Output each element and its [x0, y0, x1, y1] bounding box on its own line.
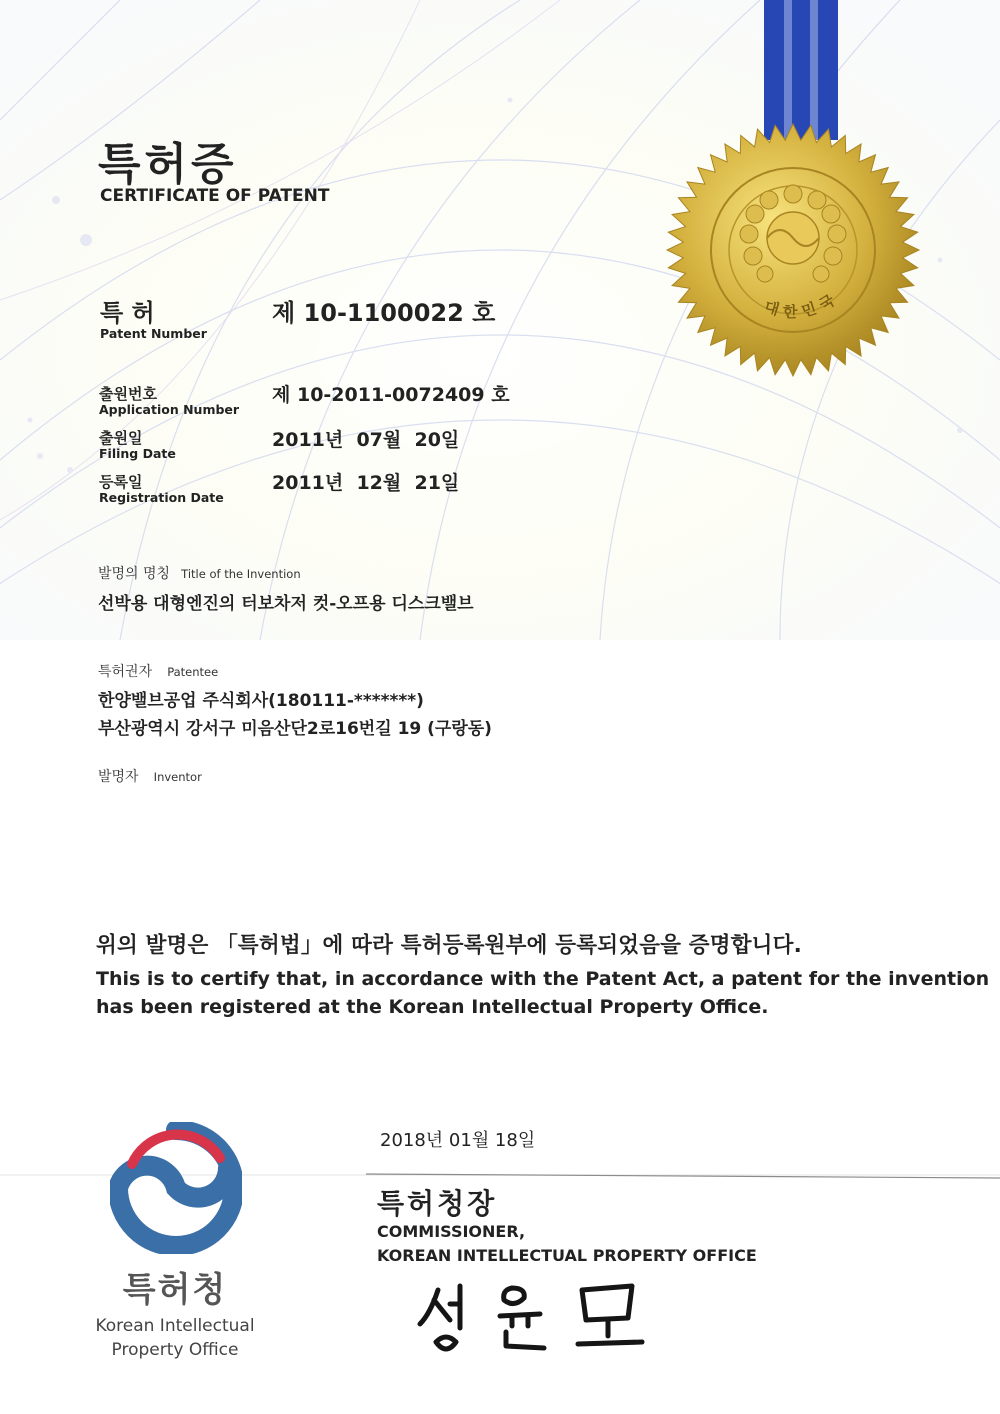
certificate-title-ko: 특허증 — [98, 139, 238, 190]
invention-title-label-en: Title of the Invention — [181, 567, 301, 581]
patent-number-value: 제 10-1100022 호 — [272, 299, 496, 327]
application-number-label-ko: 출원번호 — [99, 385, 157, 403]
kipo-name-en-line2: Property Office — [111, 1340, 239, 1360]
registration-date-label-en: Registration Date — [99, 490, 224, 505]
application-number-label-en: Application Number — [99, 402, 240, 417]
issue-date: 2018년 01월 18일 — [380, 1130, 536, 1151]
signature — [410, 1272, 660, 1362]
patentee-label-ko: 특허권자 — [98, 664, 153, 680]
kipo-name-ko: 특허청 — [122, 1270, 228, 1310]
kipo-name-en-line1: Korean Intellectual — [95, 1316, 255, 1336]
invention-title-value: 선박용 대형엔진의 터보차저 컷-오프용 디스크밸브 — [98, 594, 474, 614]
filing-date-label-en: Filing Date — [99, 446, 176, 461]
patent-number-label-ko: 특 허 — [100, 299, 155, 327]
application-number-value: 제 10-2011-0072409 호 — [272, 384, 510, 406]
ribbon — [760, 0, 844, 140]
patentee-label-en: Patentee — [167, 665, 219, 679]
commissioner-title-en-line2: KOREAN INTELLECTUAL PROPERTY OFFICE — [377, 1246, 757, 1265]
filing-date-label-ko: 출원일 — [99, 429, 143, 447]
filing-date-value: 2011년 07월 20일 — [272, 429, 460, 451]
inventor-label-en: Inventor — [153, 770, 202, 784]
inventor-label-ko: 발명자 — [98, 769, 139, 785]
commissioner-title-ko: 특허청장 — [377, 1187, 498, 1220]
invention-title-label-ko: 발명의 명칭 — [98, 566, 171, 582]
patentee-name: 한양밸브공업 주식회사(180111-*******) — [98, 691, 424, 711]
seal-text: 대한민국 — [762, 288, 843, 322]
registration-date-value: 2011년 12월 21일 — [272, 472, 460, 494]
registration-date-label-ko: 등록일 — [99, 473, 143, 491]
kipo-logo-icon — [110, 1122, 242, 1254]
certificate-title-en: CERTIFICATE OF PATENT — [100, 186, 330, 206]
commissioner-title-en-line1: COMMISSIONER, — [377, 1222, 526, 1241]
certification-text-ko: 위의 발명은 「특허법」에 따라 특허등록원부에 등록되었음을 증명합니다. — [96, 933, 802, 958]
gold-seal — [665, 122, 921, 378]
patent-number-label-en: Patent Number — [100, 326, 207, 341]
certification-text-en-line1: This is to certify that, in accordance with the Patent Act, a patent for the invention — [96, 968, 990, 990]
patentee-address: 부산광역시 강서구 미음산단2로16번길 19 (구랑동) — [98, 719, 492, 739]
certification-text-en-line2: has been registered at the Korean Intellectual Property Office. — [96, 996, 769, 1018]
